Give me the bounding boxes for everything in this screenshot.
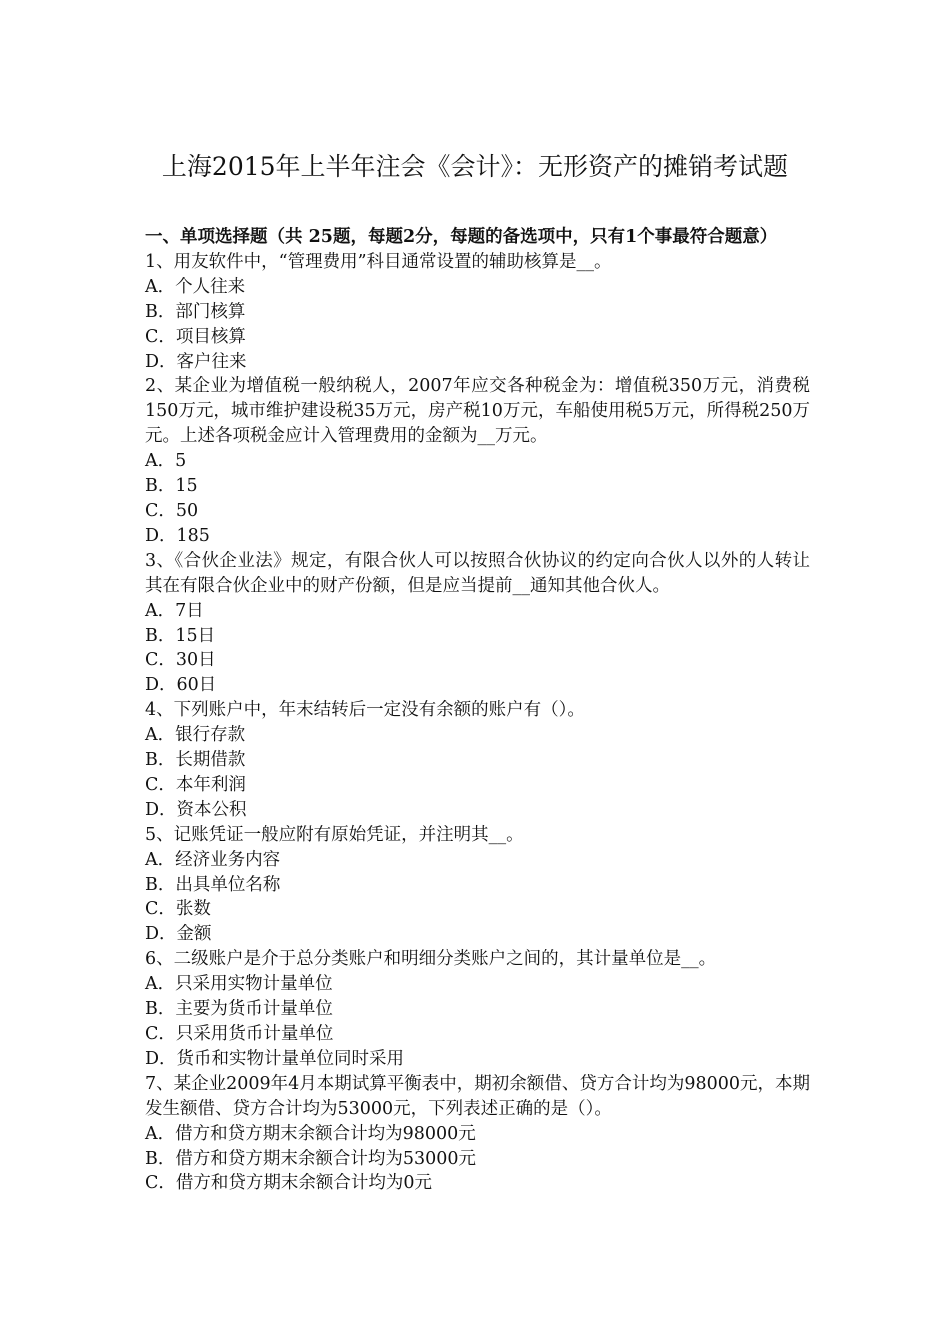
answer-option: A．5 bbox=[145, 451, 187, 472]
answer-option: D．货币和实物计量单位同时采用 bbox=[145, 1048, 405, 1069]
answer-option: A．借方和贷方期末余额合计均为98000元 bbox=[145, 1123, 476, 1144]
question-text: 4、下列账户中，年末结转后一定没有余额的账户有（）。 bbox=[145, 700, 585, 721]
answer-option: D．客户往来 bbox=[145, 351, 247, 372]
answer-option: B．部门核算 bbox=[145, 301, 246, 322]
question-text: 3、《合伙企业法》规定，有限合伙人可以按照合伙协议的约定向合伙人以外的人转让其在有限合伙企业中的财产份额，但是应当提前__通知其他合伙人。 bbox=[145, 550, 810, 596]
question-block bbox=[145, 1072, 810, 1197]
question-block bbox=[145, 823, 810, 948]
answer-option: D．资本公积 bbox=[145, 799, 247, 820]
answer-option: C．只采用货币计量单位 bbox=[145, 1024, 334, 1044]
question-text: 2、某企业为增值税一般纳税人，2007年应交各种税金为：增值税350万元，消费税150万元，城市维护建设税35万元，房产税10万元，车船使用税5万元，所得税250万元。上述各项税金应计入管理费用的金额为__万元。 bbox=[145, 376, 810, 447]
question-block bbox=[145, 250, 810, 375]
answer-option: A．经济业务内容 bbox=[145, 849, 281, 870]
document-body bbox=[145, 225, 810, 1196]
answer-option: A．银行存款 bbox=[145, 725, 246, 746]
question-list bbox=[145, 250, 810, 1196]
answer-option: B．15 bbox=[145, 476, 198, 497]
question-block bbox=[145, 947, 810, 1072]
answer-option: B．主要为货币计量单位 bbox=[145, 999, 333, 1020]
answer-option: C．30日 bbox=[145, 650, 216, 671]
answer-option: B．长期借款 bbox=[145, 750, 246, 771]
answer-option: A．7日 bbox=[145, 600, 204, 621]
answer-option: C．50 bbox=[145, 500, 199, 521]
question-text: 6、二级账户是介于总分类账户和明细分类账户之间的，其计量单位是__。 bbox=[145, 949, 717, 970]
answer-option: C．项目核算 bbox=[145, 326, 246, 347]
document-title: 上海2015年上半年注会《会计》：无形资产的摊销考试题 bbox=[161, 152, 789, 181]
answer-option: A．只采用实物计量单位 bbox=[145, 974, 333, 995]
answer-option: D．60日 bbox=[145, 675, 217, 696]
question-block bbox=[145, 698, 810, 823]
question-text: 7、某企业2009年4月本期试算平衡表中，期初余额借、贷方合计均为98000元，本期发生额借、贷方合计均为53000元，下列表述正确的是（）。 bbox=[145, 1073, 810, 1119]
answer-option: D．金额 bbox=[145, 924, 212, 945]
question-text: 5、记账凭证一般应附有原始凭证，并注明其__。 bbox=[145, 824, 524, 845]
answer-option: C．张数 bbox=[145, 899, 211, 920]
answer-option: B．借方和贷方期末余额合计均为53000元 bbox=[145, 1148, 477, 1169]
answer-option: B．15日 bbox=[145, 625, 216, 646]
question-block bbox=[145, 549, 810, 698]
section-heading: 一、单项选择题（共 25题，每题2分，每题的备选项中，只有1个事最符合题意） bbox=[145, 227, 778, 247]
question-text: 1、用友软件中，“管理费用”科目通常设置的辅助核算是__。 bbox=[145, 251, 612, 272]
question-block bbox=[145, 374, 810, 548]
answer-option: A．个人往来 bbox=[145, 276, 246, 297]
answer-option: C．借方和贷方期末余额合计均为0元 bbox=[145, 1173, 433, 1194]
answer-option: C．本年利润 bbox=[145, 774, 246, 795]
answer-option: D．185 bbox=[145, 525, 210, 546]
answer-option: B．出具单位名称 bbox=[145, 874, 281, 895]
